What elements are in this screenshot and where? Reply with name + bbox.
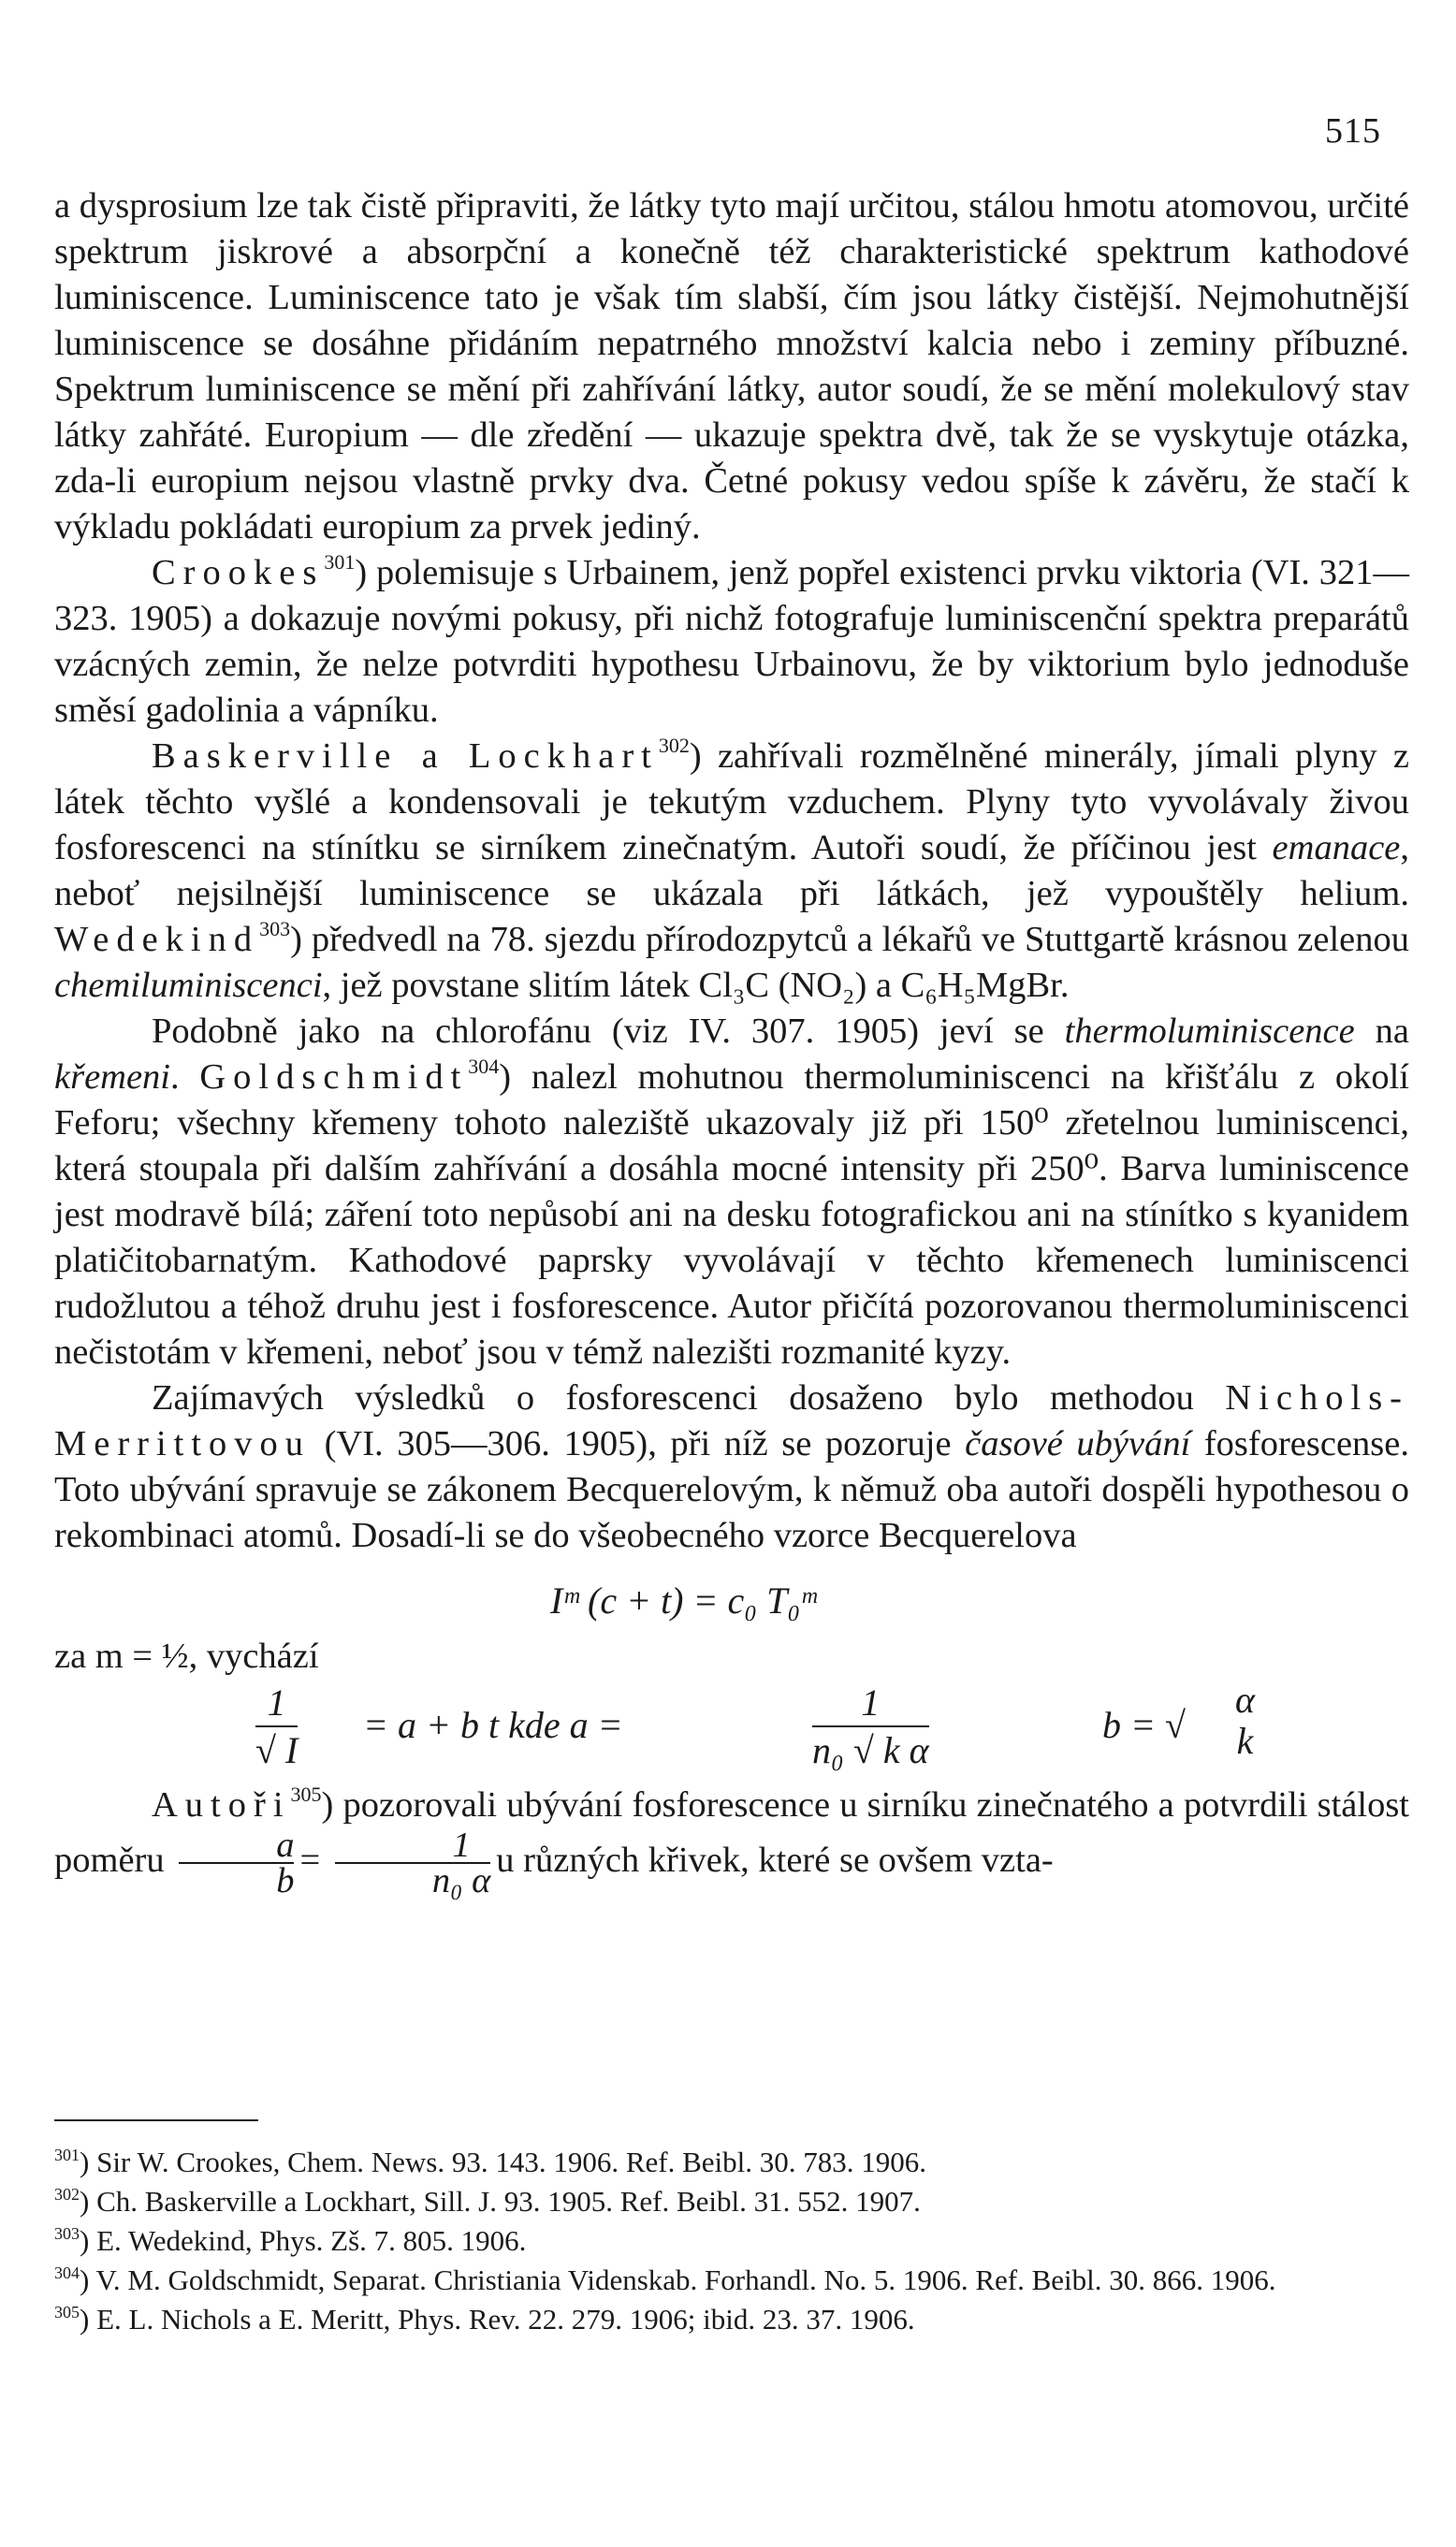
fraction-numerator: 1 [812,1680,929,1727]
footnote-text: Ch. Baskerville a Lockhart, Sill. J. 93. 1905. Ref. Beibl. 31. 552. 1907. [96,2185,921,2218]
author-name: Crookes [152,553,325,592]
paragraph-text: fosforescense. Toto ubývání spravuje se zákonem Becquerelovým, k němuž oba autoři dospěli hypothesou o rekombinaci atomů. Dosadí-li se do všeobecného vzorce Becquerelova [54,1424,1409,1555]
fraction-denominator: k [1236,1720,1254,1762]
fraction-a [812,1680,929,1773]
author-name: Wedekind [54,920,260,959]
paragraph-text: u různých křivek, které se ovšem vzta- [496,1840,1054,1880]
paragraph-text: ) pozorovali ubývání fosforescence u sirníku zinečnatého a potvrdili stálost poměru [54,1785,1409,1880]
formula-intro: za m = ½, vychází [54,1637,319,1676]
footnote-divider [54,2119,258,2121]
footnote: $^{303}$) E. Wedekind, Phys. Zš. 7. 805. 1906. [54,2224,527,2257]
paragraph-3 [54,734,1409,1009]
fraction-numerator: α [1235,1679,1255,1721]
footnote-text: Sir W. Crookes, Chem. News. 93. 143. 1906. Ref. Beibl. 30. 783. 1906. [96,2146,926,2178]
fraction-numerator: 1 [335,1828,490,1864]
paragraph-4 [54,1009,1409,1375]
footnote-ref: 305 [290,1783,322,1806]
paragraph-2 [54,550,1409,734]
paragraph-text: na [1354,1012,1409,1051]
footnote-text: E. Wedekind, Phys. Zš. 7. 805. 1906. [96,2224,527,2257]
emphasis: thermoluminiscence [1064,1012,1355,1051]
page-number: 515 [1325,111,1381,151]
paragraph-text: Zajímavých výsledků o fosforescenci dosaženo bylo methodou [152,1378,1226,1418]
fraction-a-over-b [179,1828,294,1898]
footnote: $^{302}$) Ch. Baskerville a Lockhart, Sill. J. 93. 1905. Ref. Beibl. 31. 552. 1907. [54,2185,921,2218]
formula-equation: = a + b t kde a = [363,1704,623,1746]
fraction-1-over-n0-alpha [335,1828,490,1898]
footnote-ref: 302 [658,734,690,757]
footnote: $^{301}$) Sir W. Crookes, Chem. News. 93. 143. 1906. Ref. Beibl. 30. 783. 1906. [54,2146,926,2178]
fraction-numerator: a [179,1828,294,1864]
author-name: Nichols-Merrittovou [54,1378,1409,1463]
paragraph-text: , jež povstane slitím látek Cl₃C (NO₂) a C₆H₅MgBr. [322,966,1070,1005]
paragraph-text: ) zahřívali rozmělněné minerály, jímali plyny z látek těchto vyšlé a kondensovali je tekutým vzduchem. Plyny tyto vyvolávaly živou fosforescenci na stínítku se sirníkem zinečnatým. Autoři soudí, že příčinou jest [54,736,1409,867]
footnote-number: 303 [54,2224,80,2243]
fraction-denominator: n₀ √ k α [812,1729,929,1771]
emphasis: emanace [1272,828,1401,867]
author-name: Autoři [152,1785,291,1825]
fraction-denominator: √ I [255,1729,298,1771]
footnote-number: 302 [54,2185,80,2204]
footnote: $^{304}$) V. M. Goldschmidt, Separat. Christiania Videnskab. Forhandl. No. 5. 1906. Ref. Beibl. 30. 866. 1906. [54,2263,1276,2296]
paragraph-1: a dysprosium lze tak čistě připraviti, že látky tyto mají určitou, stálou hmotu atomovou, určité spektrum jiskrové a absorpční a konečně též charakteristické spektrum kathodové luminiscence. Luminiscence tato je však tím slabší, čím jsou látky čistější. Nejmohutnější luminiscence se dosáhne přidáním nepatrného množství kalcia nebo i zeminy příbuzné. Spektrum luminiscence se mění při zahřívání látky, autor soudí, že se mění molekulový stav látky zahřáté. Europium — dle zředění — ukazuje spektra dvě, tak že se vyskytuje otázka, zda-li europium nejsou vlastně prvky dva. Četné pokusy vedou spíše k závěru, že stačí k výkladu pokládati europium za prvek jediný. [54,186,1409,546]
footnote-text: E. L. Nichols a E. Meritt, Phys. Rev. 22. 279. 1906; ibid. 23. 37. 1906. [96,2303,915,2336]
author-name: Goldschmidt [199,1057,469,1097]
paragraph-text: (VI. 305—306. 1905), při níž se pozoruje [311,1424,966,1463]
formula-result [54,1680,1409,1773]
formula-text: Iᵐ (c + t) = c₀ T₀ᵐ [550,1579,816,1622]
emphasis: časové ubývání [965,1424,1191,1463]
footnotes [54,2143,1409,2339]
footnote-number: 304 [54,2263,80,2282]
paragraph-text: Podobně jako na chlorofánu (viz IV. 307. 1905) jeví se [152,1012,1065,1051]
equals-sign: = [299,1840,321,1880]
formula-b: b = √ [1102,1704,1186,1746]
footnote-text: V. M. Goldschmidt, Separat. Christiania Videnskab. Forhandl. No. 5. 1906. Ref. Beibl. 30. 866. 1906. [95,2263,1276,2296]
paragraph-text: ) nalezl mohutnou thermoluminiscenci na křišťálu z okolí Feforu; všechny křemeny tohoto naleziště ukazovaly již při 150⁰ zřetelnou luminiscenci, která stoupala při dalším zahřívání a dosáhla mocné intensity při 250⁰. Barva luminiscence jest modravě bílá; záření toto nepůsobí ani na desku fotografickou ani na stínítko s kyanidem platičitobarnatým. Kathodové paprsky vyvolávají v těchto křemenech luminiscenci rudožlutou a téhož druhu jest i fosforescence. Autor přičítá pozorovanou thermoluminiscenci nečistotám v křemeni, neboť jsou v témž nalezišti rozmanité kyzy. [54,1057,1409,1372]
formula-becquerel [54,1578,1409,1634]
footnote-number: 301 [54,2146,80,2164]
paragraph-5 [54,1375,1409,1559]
fraction-numerator: 1 [255,1680,298,1727]
paragraph-text: ) polemisuje s Urbainem, jenž popřel existenci prvku viktoria (VI. 321—323. 1905) a dokazuje novými pokusy, při nichž fotografuje luminiscenční spektra preparátů vzácných zemin, že nelze potvrditi hypothesu Urbainovu, že by viktorium bylo jednoduše směsí gadolinia a vápníku. [54,553,1409,730]
emphasis: křemeni [54,1057,170,1097]
main-text [54,183,1409,1898]
footnote-ref: 303 [259,917,291,940]
paragraph-text: . [170,1057,200,1097]
fraction-denominator: b [276,1861,295,1900]
footnote: $^{305}$) E. L. Nichols a E. Meritt, Phys. Rev. 22. 279. 1906; ibid. 23. 37. 1906. [54,2303,915,2336]
footnote-number: 305 [54,2303,80,2321]
author-name: Baskerville a Lockhart [152,736,659,776]
footnote-ref: 304 [468,1055,500,1078]
fraction-denominator: n₀ α [431,1861,491,1900]
fraction-b [1235,1680,1255,1762]
fraction-1-over-sqrt-I [255,1680,298,1773]
footnote-ref: 301 [324,550,356,574]
paragraph-text: ) předvedl na 78. sjezdu přírodozpytců a lékařů ve Stuttgartě krásnou zelenou [290,920,1409,959]
paragraph-6 [54,1783,1409,1898]
paragraph-text: , neboť nejsilnější luminiscence se ukázala při látkách, jež vypouštěly helium. [54,828,1409,913]
emphasis: chemiluminiscenci [54,966,323,1005]
